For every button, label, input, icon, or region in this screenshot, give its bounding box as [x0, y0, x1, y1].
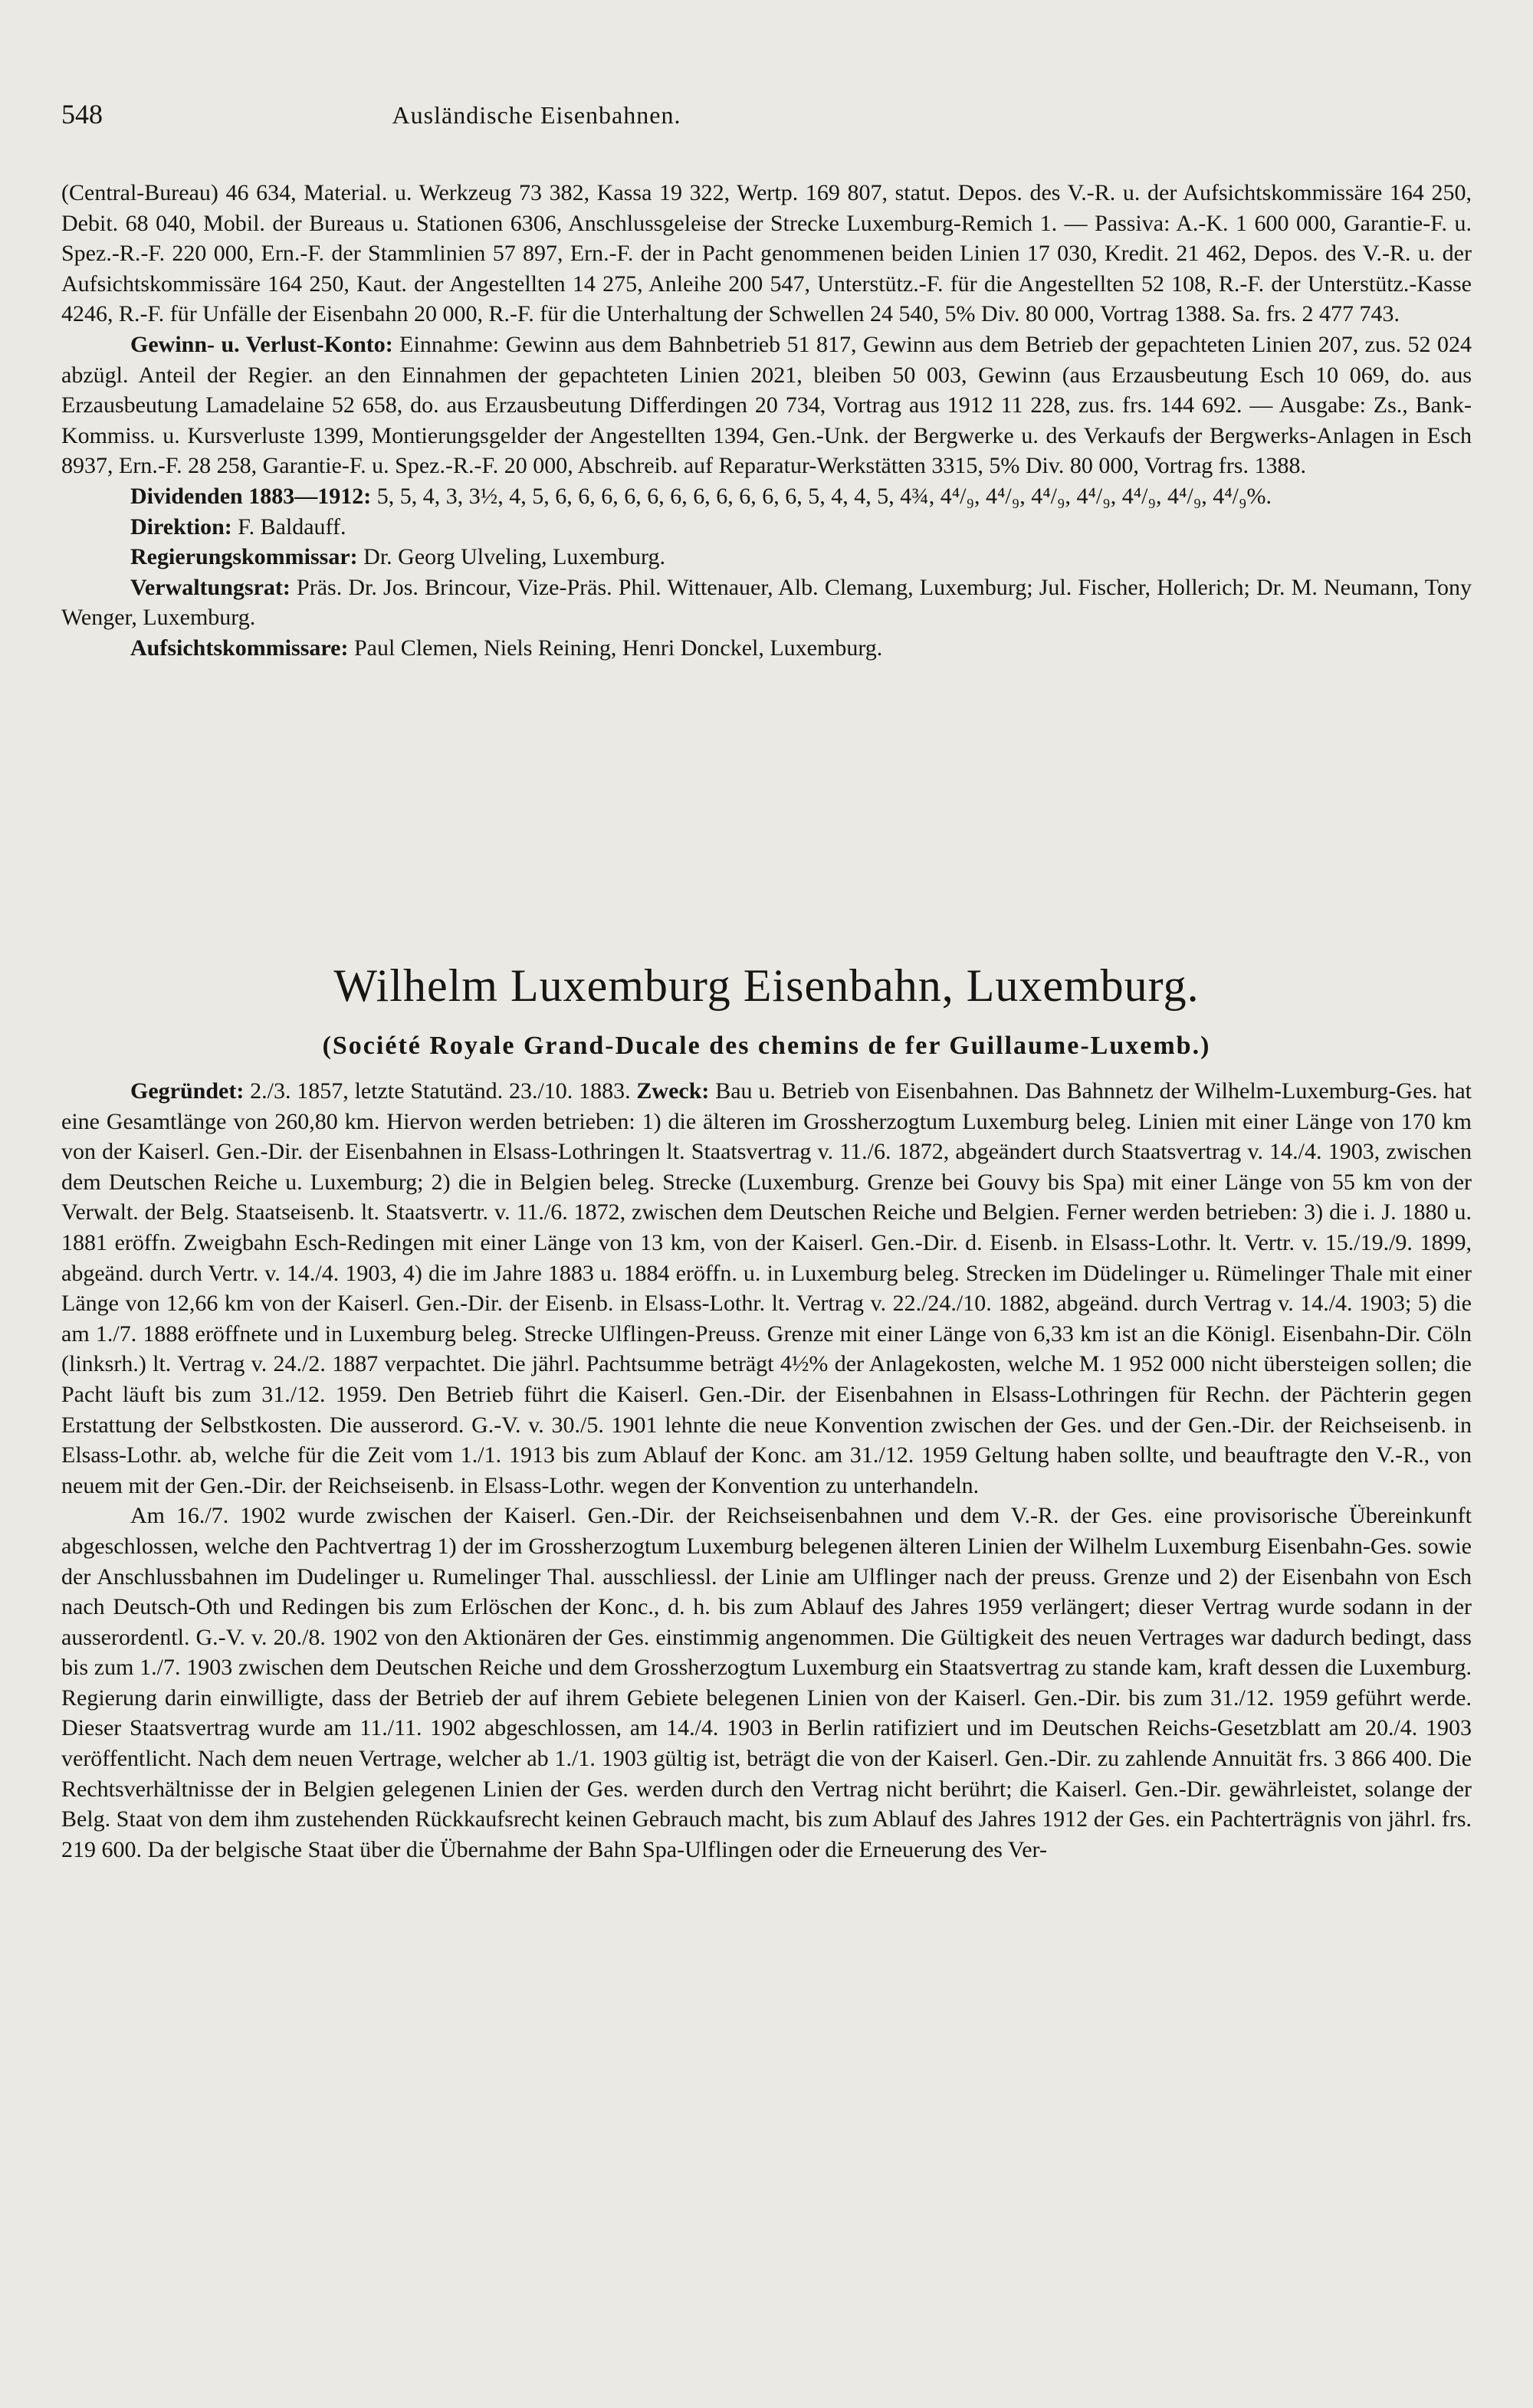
balance-paragraph: (Central-Bureau) 46 634, Material. u. Werkzeug 73 382, Kassa 19 322, Wertp. 169 807, statut. Depos. des V.-R. u. der Aufsichtskommissäre 164 250, Debit. 68 040, Mobil. der Bureaus u. Stationen 6306, Anschlussgeleise der Strecke Luxemburg-Remich 1. — Passiva: A.-K. 1 600 000, Garantie-F. u. Spez.-R.-F. 220 000, Ern.-F. der Stammlinien 57 897, Ern.-F. der in Pacht genommenen beiden Linien 17 030, Kredit. 21 462, Depos. des V.-R. u. der Aufsichtskommissäre 164 250, Kaut. der Angestellten 14 275, Anleihe 200 547, Unterstütz.-F. für die Angestellten 52 108, R.-F. der Unterstütz.-Kasse 4246, R.-F. für Unfälle der Eisenbahn 20 000, R.-F. für die Unterhaltung der Schwellen 24 540, 5% Div. 80 000, Vortrag 1388. Sa. frs. 2 477 743.: [61, 180, 1472, 327]
section-title: Wilhelm Luxemburg Eisenbahn, Luxemburg.: [333, 960, 1200, 1011]
board-text: Präs. Dr. Jos. Brincour, Vize-Präs. Phil. Wittenauer, Alb. Clemang, Luxemburg; Jul. Fischer, Hollerich; Dr. M. Neumann, Tony Wenger, Luxemburg.: [61, 574, 1472, 631]
running-head: Ausländische Eisenbahnen.: [392, 101, 681, 129]
dividends-text: 5, 5, 4, 3, 3½, 4, 5, 6, 6, 6, 6, 6, 6, 6, 6, 6, 6, 6, 5, 4, 4, 5, 4¾, 4⁴/₉, 4⁴/₉, 4⁴/₉, 4⁴/₉, 4⁴/₉, 4⁴/₉, 4⁴/₉%.: [376, 483, 1272, 509]
commissioner-paragraph: [61, 542, 1472, 572]
section-subtitle: (Société Royale Grand-Ducale des chemins de fer Guillaume-Luxemb.): [322, 1032, 1211, 1060]
purpose-label: Zweck:: [636, 1078, 710, 1104]
direction-paragraph: [61, 512, 1472, 543]
founding-paragraph: [61, 1076, 1472, 1501]
purpose-text: Bau u. Betrieb von Eisenbahnen. Das Bahnnetz der Wilhelm-Luxemburg-Ges. hat eine Gesamtlänge von 260,80 km. Hiervon werden betrieben: 1) die älteren im Grossherzogtum Luxemburg beleg. Linien mit einer Länge von 170 km von der Kaiserl. Gen.-Dir. der Eisenbahnen in Elsass-Lothringen lt. Staatsvertrag v. 11./6. 1872, abgeändert durch Staatsvertrag v. 14./4. 1903, zwischen dem Deutschen Reiche u. Luxemburg; 2) die in Belgien beleg. Strecke (Luxemburg. Grenze bei Gouvy bis Spa) mit einer Länge von 55 km von der Verwalt. der Belg. Staatseisenb. lt. Staatsvertr. v. 11./6. 1872, zwischen dem Deutschen Reiche und Belgien. Ferner werden betrieben: 3) die i. J. 1880 u. 1881 eröffn. Zweigbahn Esch-Redingen mit einer Länge von 13 km, von der Kaiserl. Gen.-Dir. d. Eisenb. in Elsass-Lothr. lt. Vertr. v. 15./19./9. 1899, abgeänd. durch Vertr. v. 14./4. 1903, 4) die im Jahre 1883 u. 1884 eröffn. u. in Luxemburg beleg. Strecken im Düdelinger u. Rümelinger Thale mit einer Länge von 12,66 km von der Kaiserl. Gen.-Dir. der Eisenb. in Elsass-Lothr. lt. Vertrag v. 22./24./10. 1882, abgeänd. durch Vertrag v. 14./4. 1903; 5) die am 1./7. 1888 eröffnete und in Luxemburg beleg. Strecke Ulflingen-Preuss. Grenze mit einer Länge von 6,33 km ist an die Königl. Eisenbahn-Dir. Cöln (linksrh.) lt. Vertrag v. 24./2. 1887 verpachtet. Die jährl. Pachtsumme beträgt 4½% der Anlagekosten, welche M. 1 952 000 nicht übersteigen sollen; die Pacht läuft bis zum 31./12. 1959. Den Betrieb führt die Kaiserl. Gen.-Dir. der Eisenbahnen in Elsass-Lothringen für Rechn. der Pächterin gegen Erstattung der Selbstkosten. Die ausserord. G.-V. v. 30./5. 1901 lehnte die neue Konvention zwischen der Ges. und der Gen.-Dir. der Reichseisenb. in Elsass-Lothr. ab, welche für die Zeit vom 1./1. 1913 bis zum Ablauf der Konc. am 31./12. 1959 Geltung haben sollte, und beauftragte den V.-R., von neuem mit der Gen.-Dir. der Reichseisenb. in Elsass-Lothr. wegen der Konvention zu unterhandeln.: [61, 1078, 1472, 1498]
agreement-paragraph: Am 16./7. 1902 wurde zwischen der Kaiserl. Gen.-Dir. der Reichseisenbahnen und dem V.-R. der Ges. eine provisorische Übereinkunft abgeschlossen, welche den Pachtvertrag 1) der im Grossherzogtum Luxemburg belegenen älteren Linien der Wilhelm Luxemburg Eisenbahn-Ges. sowie der Anschlussbahnen im Dudelinger u. Rumelinger Thal. ausschliessl. der Linie am Ulflinger nach der preuss. Grenze und 2) der Eisenbahn von Esch nach Deutsch-Oth und Redingen bis zum Erlöschen der Konc., d. h. bis zum Ablauf des Jahres 1959 verlängert; dieser Vertrag wurde sodann in der ausserordentl. G.-V. v. 20./8. 1902 von den Aktionären der Ges. einstimmig angenommen. Die Gültigkeit des neuen Vertrages war dadurch bedingt, dass bis zum 1./7. 1903 zwischen dem Deutschen Reiche und dem Grossherzogtum Luxemburg ein Staatsvertrag zu stande kam, kraft dessen die Luxemburg. Regierung darin einwilligte, dass der Betrieb der auf ihrem Gebiete belegenen Linien von der Kaiserl. Gen.-Dir. bis zum 31./12. 1959 geführt werde. Dieser Staatsvertrag wurde am 11./11. 1902 abgeschlossen, am 14./4. 1903 in Berlin ratifiziert und im Deutschen Reichs-Gesetzblatt am 20./4. 1903 veröffentlicht. Nach dem neuen Vertrage, welcher ab 1./1. 1903 gültig ist, beträgt die von der Kaiserl. Gen.-Dir. zu zahlende Annuität frs. 3 866 400. Die Rechtsverhältnisse der in Belgien gelegenen Linien der Ges. werden durch den Vertrag nicht berührt; die Kaiserl. Gen.-Dir. gewährleistet, solange der Belg. Staat von dem ihm zustehenden Rückkaufsrecht keinen Gebrauch macht, bis zum Ablauf des Jahres 1912 der Ges. ein Pachterträgnis von jährl. frs. 219 600. Da der belgische Staat über die Übernahme der Bahn Spa-Ulflingen oder die Erneuerung des Ver-: [61, 1503, 1472, 1862]
profit-loss-label: Gewinn- u. Verlust-Konto:: [130, 331, 393, 357]
profit-loss-paragraph: [61, 330, 1472, 481]
founded-label: Gegründet:: [130, 1078, 245, 1104]
page-header: [61, 98, 1472, 144]
supervisors-paragraph: [61, 633, 1472, 664]
company-report-continued: [61, 178, 1472, 664]
supervisors-label: Aufsichtskommissare:: [130, 635, 349, 661]
company-report: [61, 1076, 1472, 1865]
dividends-paragraph: [61, 481, 1472, 512]
profit-loss-text: Einnahme: Gewinn aus dem Bahnbetrieb 51 817, Gewinn aus dem Betrieb der gepachteten Linien 207, zus. 52 024 abzügl. Anteil der Regier. an den Einnahmen der gepachteten Linien 2021, bleiben 50 003, Gewinn (aus Erzausbeutung Esch 10 069, do. aus Erzausbeutung Lamadelaine 52 658, do. aus Erzausbeutung Differdingen 20 734, Vortrag aus 1912 11 228, zus. frs. 144 692. — Ausgabe: Zs., Bank-Kommiss. u. Kursverluste 1399, Montierungsgelder der Angestellten 1394, Gen.-Unk. der Bergwerke u. des Verkaufs der Bergwerks-Anlagen in Esch 8937, Ern.-F. 28 258, Garantie-F. u. Spez.-R.-F. 20 000, Abschreib. auf Reparatur-Werkstätten 3315, 5% Div. 80 000, Vortrag frs. 1388.: [61, 331, 1472, 479]
board-paragraph: [61, 572, 1472, 633]
dividends-label: Dividenden 1883—1912:: [130, 483, 372, 509]
commissioner-label: Regierungskommissar:: [130, 544, 358, 570]
board-label: Verwaltungsrat:: [130, 574, 291, 600]
page-number: 548: [61, 99, 103, 130]
direction-label: Direktion:: [130, 513, 232, 540]
supervisors-text: Paul Clemen, Niels Reining, Henri Donckel, Luxemburg.: [353, 635, 883, 661]
founded-text: 2./3. 1857, letzte Statutänd. 23./10. 1883.: [250, 1078, 631, 1104]
direction-text: F. Baldauff.: [238, 513, 346, 540]
commissioner-text: Dr. Georg Ulveling, Luxemburg.: [363, 544, 665, 570]
